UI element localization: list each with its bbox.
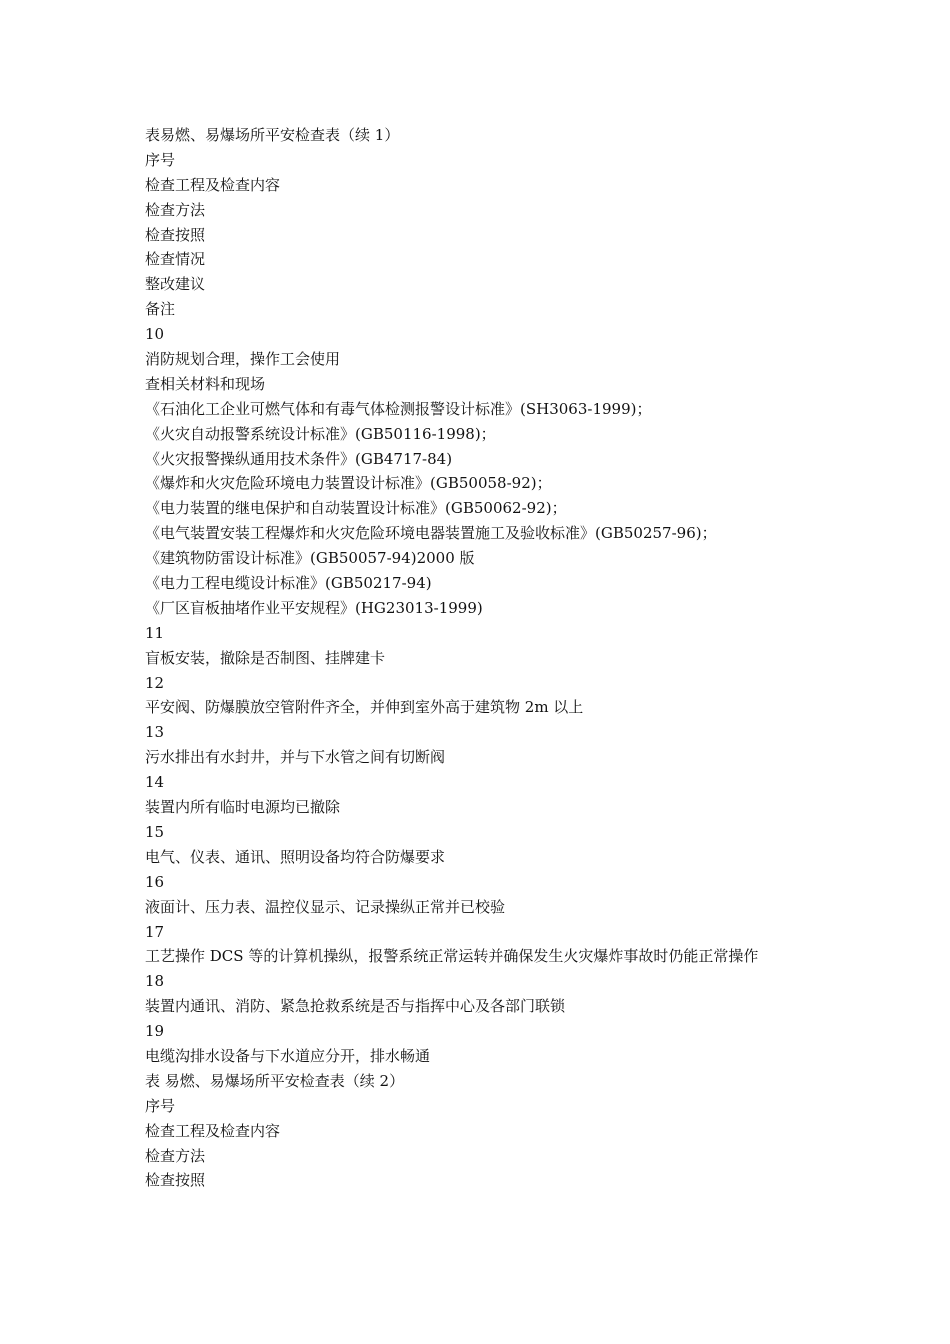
row-number: 19 (145, 1022, 165, 1041)
standard-reference: 《爆炸和火灾危险环境电力装置设计标准》(GB50058-92)； (145, 474, 552, 493)
row-content: 装置内所有临时电源均已撤除 (145, 798, 341, 817)
standard-reference: 《石油化工企业可燃气体和有毒气体检测报警设计标准》(SH3063-1999)； (145, 399, 652, 418)
row-number: 10 (145, 325, 165, 344)
row-number: 15 (145, 822, 165, 841)
row-content: 装置内通讯、消防、紧急抢救系统是否与指挥中心及各部门联锁 (145, 997, 566, 1016)
standard-reference: 《电力装置的继电保护和自动装置设计标准》(GB50062-92)； (145, 499, 567, 518)
row-number: 18 (145, 972, 165, 991)
standard-reference: 《电气装置安装工程爆炸和火灾危险环境电器装置施工及验收标准》(GB50257-96)； (145, 524, 717, 543)
column-header-status: 检查情况 (145, 250, 206, 269)
column-header-item: 检查工程及检查内容 (145, 1121, 281, 1140)
column-header-serial: 序号 (145, 1096, 176, 1115)
row-content: 盲板安装，撤除是否制图、挂牌建卡 (145, 648, 386, 667)
row-number: 17 (145, 922, 165, 941)
column-header-method: 检查方法 (145, 1146, 206, 1165)
table-title-2: 表 易燃、易爆场所平安检查表（续 2） (145, 1071, 405, 1090)
column-header-item: 检查工程及检查内容 (145, 175, 281, 194)
row-content: 液面计、压力表、温控仪显示、记录操纵正常并已校验 (145, 897, 506, 916)
row-method: 查相关材料和现场 (145, 374, 266, 393)
row-content: 工艺操作 DCS 等的计算机操纵，报警系统正常运转并确保发生火灾爆炸事故时仍能正常操作 (145, 947, 759, 966)
standard-reference: 《厂区盲板抽堵作业平安规程》(HG23013-1999) (145, 598, 483, 617)
column-header-basis: 检查按照 (145, 1171, 206, 1190)
standard-reference: 《电力工程电缆设计标准》(GB50217-94) (145, 574, 432, 593)
standard-reference: 《火灾自动报警系统设计标准》(GB50116-1998)； (145, 424, 496, 443)
row-number: 12 (145, 673, 165, 692)
column-header-basis: 检查按照 (145, 225, 206, 244)
row-number: 16 (145, 872, 165, 891)
column-header-method: 检查方法 (145, 200, 206, 219)
column-header-serial: 序号 (145, 150, 176, 169)
table-title-1: 表易燃、易爆场所平安检查表（续 1） (145, 126, 400, 144)
row-content: 电缆沟排水设备与下水道应分开，排水畅通 (145, 1046, 431, 1065)
row-content: 污水排出有水封井，并与下水管之间有切断阀 (145, 748, 446, 767)
row-content: 平安阀、防爆膜放空管附件齐全，并伸到室外高于建筑物 2m 以上 (145, 698, 584, 717)
row-number: 11 (145, 623, 165, 642)
standard-reference: 《建筑物防雷设计标准》(GB50057-94)2000 版 (145, 549, 475, 568)
standard-reference: 《火灾报警操纵通用技术条件》(GB4717-84) (145, 449, 453, 468)
document-page (145, 123, 820, 1193)
row-number: 14 (145, 773, 165, 792)
column-header-suggestion: 整改建议 (145, 275, 206, 294)
row-content: 电气、仪表、通讯、照明设备均符合防爆要求 (145, 847, 446, 866)
row-content: 消防规划合理，操作工会使用 (145, 350, 341, 369)
row-number: 13 (145, 723, 165, 742)
column-header-remark: 备注 (145, 300, 176, 319)
